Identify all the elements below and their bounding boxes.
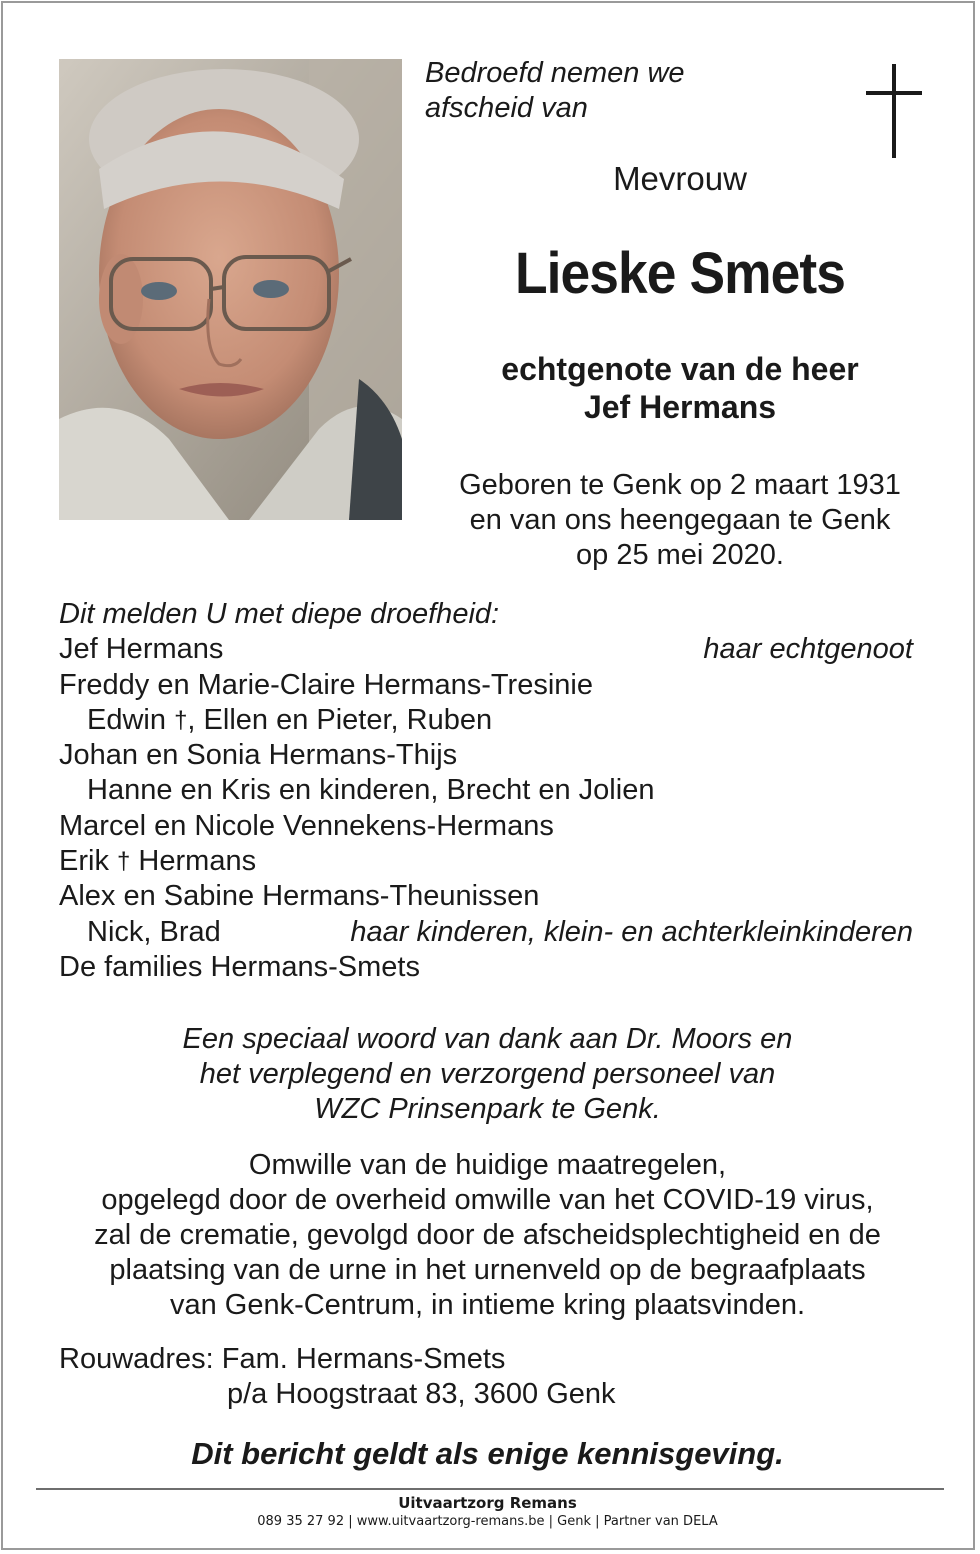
- address-line-1: Rouwadres: Fam. Hermans-Smets: [59, 1343, 506, 1375]
- list-item: Marcel en Nicole Vennekens-Hermans: [59, 809, 554, 842]
- footer-divider: [36, 1488, 944, 1490]
- deceased-cross-icon: †: [117, 848, 131, 876]
- mourner-name: Erik: [59, 845, 109, 878]
- mourning-address: [59, 1342, 616, 1412]
- covid-line: plaatsing van de urne in het urnenveld op de begraafplaats: [109, 1254, 866, 1286]
- mourner-name: Nick, Brad: [87, 915, 221, 948]
- mourners-heading: Dit melden U met diepe droefheid:: [59, 598, 500, 630]
- thanks-line: Een speciaal woord van dank aan Dr. Moors en: [182, 1023, 793, 1055]
- funeral-home-contact: 089 35 27 92 | www.uitvaartzorg-remans.be | Genk | Partner van DELA: [257, 1514, 718, 1529]
- deceased-cross-icon: †: [174, 706, 188, 734]
- funeral-home-name: Uitvaartzorg Remans: [398, 1494, 577, 1512]
- list-item: [59, 844, 919, 879]
- honorific: Mevrouw: [613, 160, 747, 197]
- spouse-text: [410, 350, 950, 426]
- relation-note: haar kinderen, klein- en achterkleinkinderen: [350, 915, 913, 948]
- deceased-name: Lieske Smets: [514, 241, 846, 306]
- birth-line-1: Geboren te Genk op 2 maart 1931: [459, 469, 901, 501]
- list-item: [59, 915, 919, 950]
- covid-line: Omwille van de huidige maatregelen,: [248, 1149, 727, 1181]
- portrait-photo: [59, 59, 402, 520]
- list-item: [59, 703, 919, 738]
- mourner-name: , Ellen en Pieter, Ruben: [187, 703, 493, 736]
- official-notice: Dit bericht geldt als enige kennisgeving.: [191, 1436, 784, 1471]
- thanks-line: WZC Prinsenpark te Genk.: [314, 1093, 661, 1125]
- address-line-2: p/a Hoogstraat 83, 3600 Genk: [227, 1378, 616, 1410]
- covid-line: opgelegd door de overheid omwille van het COVID-19 virus,: [101, 1184, 874, 1216]
- relation-note: haar echtgenoot: [703, 633, 913, 666]
- intro-line-1: Bedroefd nemen we: [425, 57, 685, 89]
- birth-line-3: op 25 mei 2020.: [576, 539, 784, 571]
- thanks-text: [0, 1022, 975, 1127]
- spouse-line-2: Jef Hermans: [583, 389, 777, 425]
- birth-line-2: en van ons heengegaan te Genk: [469, 504, 891, 536]
- intro-line-2: afscheid van: [425, 92, 588, 124]
- list-item: Johan en Sonia Hermans-Thijs: [59, 739, 458, 772]
- mourner-name: Jef Hermans: [59, 633, 224, 666]
- intro-text: [425, 56, 685, 126]
- spouse-line-1: echtgenote van de heer: [501, 351, 859, 387]
- list-item: [59, 632, 919, 667]
- covid-line: van Genk-Centrum, in intieme kring plaatsvinden.: [169, 1289, 806, 1321]
- list-item: De families Hermans-Smets: [59, 950, 420, 983]
- list-item: Freddy en Marie-Claire Hermans-Tresinie: [59, 668, 593, 701]
- list-item: Alex en Sabine Hermans-Theunissen: [59, 880, 540, 913]
- covid-line: zal de crematie, gevolgd door de afscheidsplechtigheid en de: [94, 1219, 881, 1251]
- mourner-name: Hermans: [130, 845, 257, 878]
- mourner-name: Edwin: [87, 703, 166, 736]
- birth-death-text: [410, 468, 950, 573]
- cross-icon: [866, 64, 922, 158]
- mourners-list: [59, 597, 919, 985]
- covid-notice: [0, 1148, 975, 1323]
- thanks-line: het verplegend en verzorgend personeel van: [199, 1058, 776, 1090]
- list-item: Hanne en Kris en kinderen, Brecht en Jolien: [87, 774, 655, 807]
